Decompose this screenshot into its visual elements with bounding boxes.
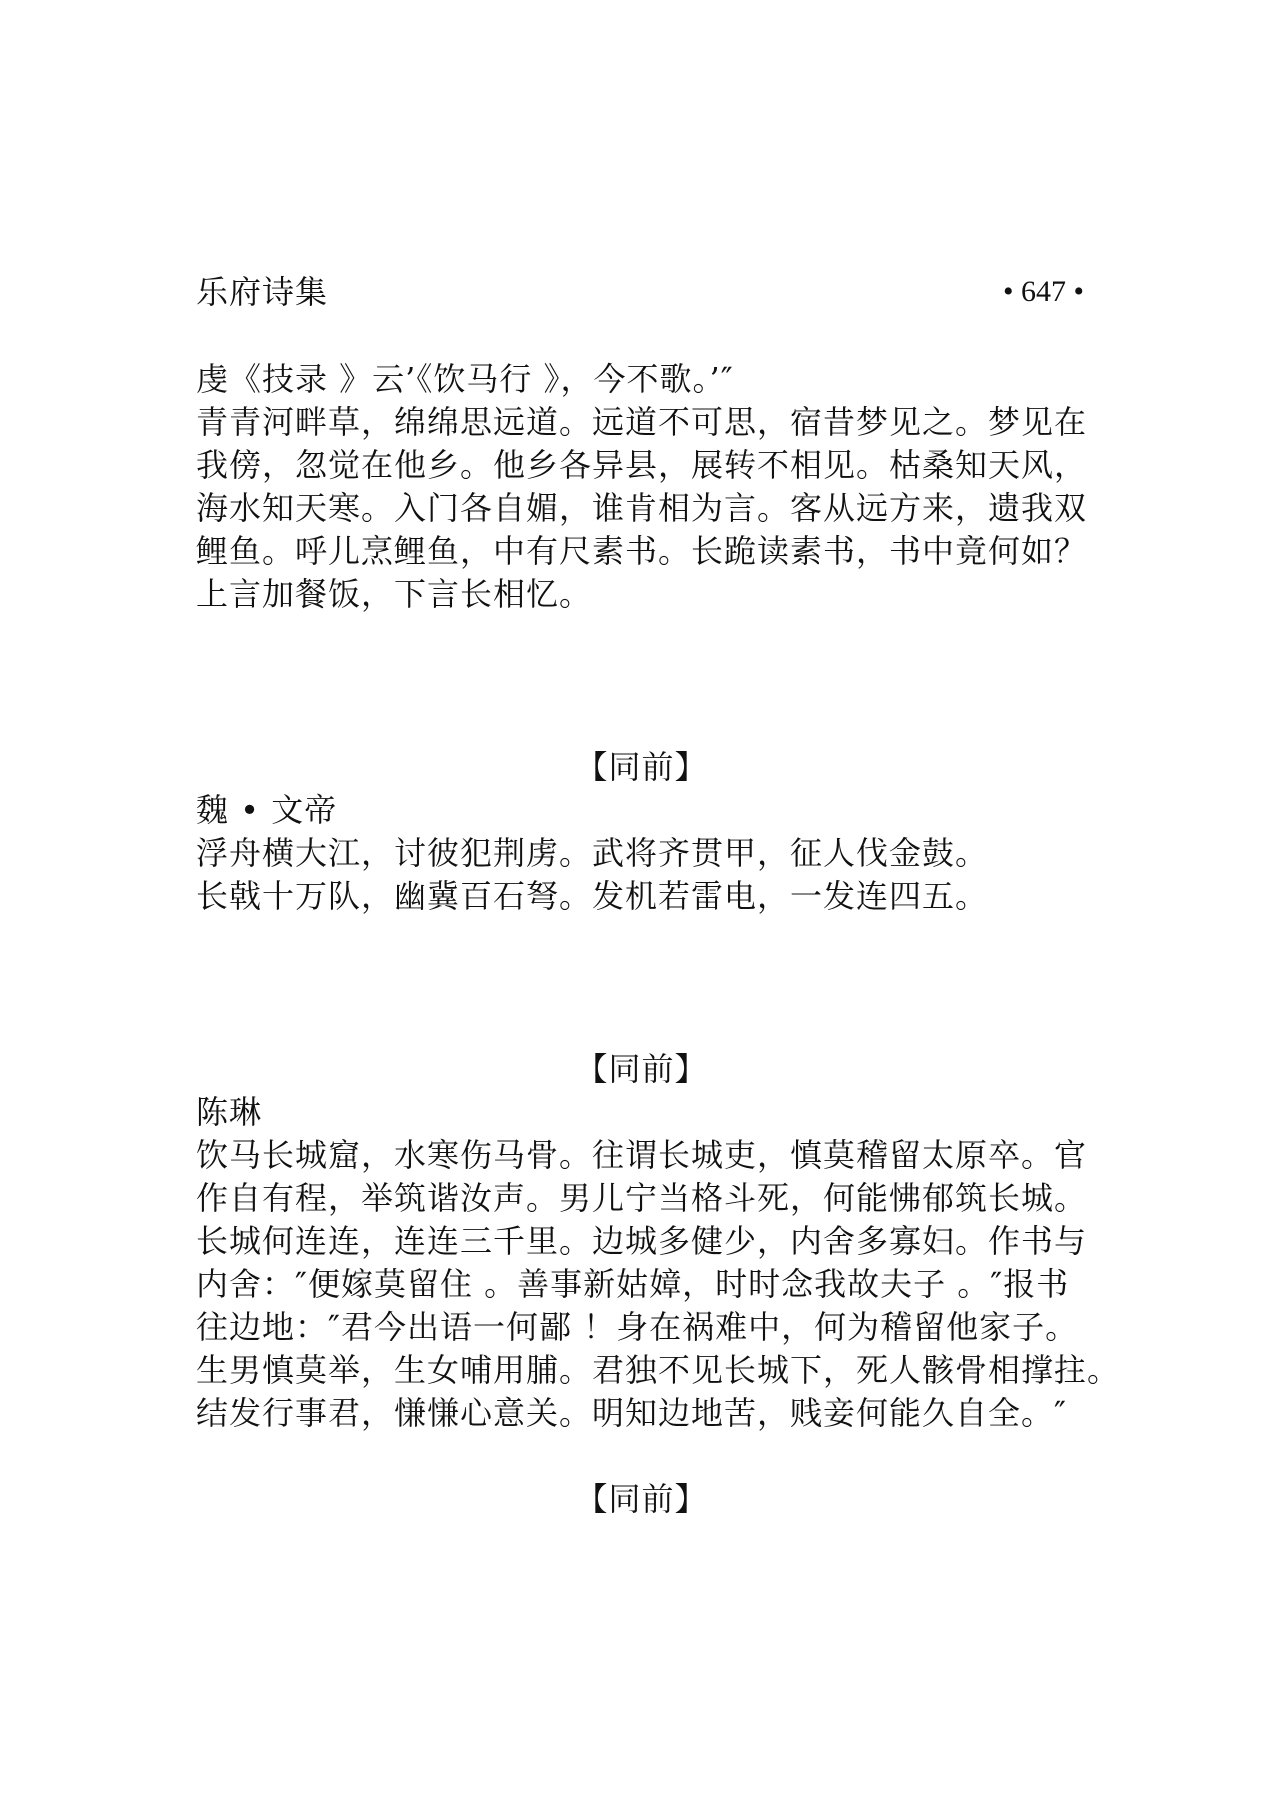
text-line: 生男慎莫举，生女哺用脯。君独不见长城下，死人骸骨相撑拄。 (196, 1351, 1121, 1389)
section-title: 【同前】 (575, 748, 708, 786)
text-line: 浮舟横大江，讨彼犯荆虏。武将齐贯甲，征人伐金鼓。 (196, 834, 989, 872)
page-header (196, 270, 1084, 314)
author-line: 魏 • 文帝 (196, 791, 338, 829)
book-title: 乐府诗集 (196, 273, 329, 311)
text-line: 饮马长城窟，水寒伤马骨。往谓长城吏，慎莫稽留太原卒。官 (196, 1136, 1088, 1174)
text-line: 我傍，忽觉在他乡。他乡各异县，展转不相见。枯桑知天风， (196, 446, 1088, 484)
text-line: 往边地：″君今出语一何鄙 ！身在祸难中，何为稽留他家子。 (196, 1308, 1079, 1346)
text-line: 青青河畔草，绵绵思远道。远道不可思，宿昔梦见之。梦见在 (196, 403, 1088, 441)
section-title: 【同前】 (575, 1480, 708, 1518)
author-line: 陈琳 (196, 1093, 263, 1131)
text-line: 长城何连连，连连三千里。边城多健少，内舍多寡妇。作书与 (196, 1222, 1088, 1260)
text-line: 上言加餐饭，下言长相忆。 (196, 575, 593, 613)
text-line: 内舍：″便嫁莫留住 。善事新姑嫜，时时念我故夫子 。″报书 (196, 1265, 1070, 1303)
text-line: 作自有程，举筑谐汝声。男儿宁当格斗死，何能怫郁筑长城。 (196, 1179, 1088, 1217)
text-line: 海水知天寒。入门各自媚，谁肯相为言。客从远方来，遗我双 (196, 489, 1088, 527)
section-title: 【同前】 (575, 1050, 708, 1088)
text-line: 虔《技录 》云’《饮马行 》，今不歌。’″ (196, 360, 734, 398)
text-line: 长戟十万队，幽冀百石弩。发机若雷电，一发连四五。 (196, 877, 989, 915)
text-line: 鲤鱼。呼儿烹鲤鱼，中有尺素书。长跪读素书，书中竟何如？ (196, 532, 1088, 570)
text-line: 结发行事君，慊慊心意关。明知边地苦，贱妾何能久自全。″ (196, 1394, 1067, 1432)
page-number: • 647 • (1002, 275, 1084, 308)
